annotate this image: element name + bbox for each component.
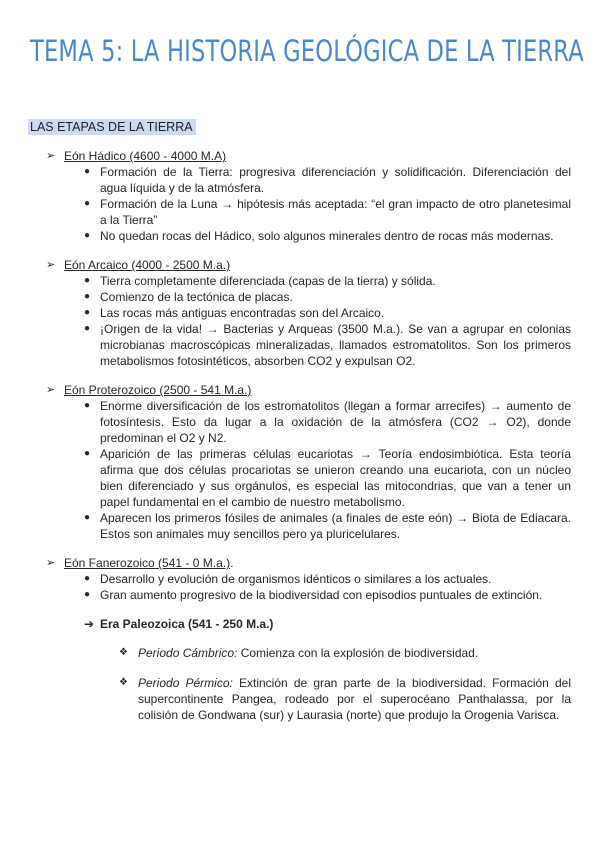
bullet-icon: ●: [84, 307, 91, 318]
bullet-icon: ●: [84, 573, 91, 584]
arrow-bullet-icon: ➢: [46, 384, 56, 396]
era-heading: [0, 616, 600, 632]
bullet-icon: ●: [84, 198, 91, 209]
list-item: ● Comienzo de la tectónica de placas.: [84, 290, 293, 304]
eon-title: Eón Hádico (4600 - 4000 M.A): [64, 149, 227, 163]
bullet-list: [0, 273, 600, 369]
list-item: ● Tierra completamente diferenciada (capas de la tierra) y sólida.: [84, 274, 436, 288]
list-item: ● Formación de la Tierra: progresiva diferenciación y solidificación. Diferenciación del agua líquida y de la atmósfera.: [84, 165, 571, 195]
eon-fanerozoico: [0, 555, 600, 723]
period-text: Comienza con la explosión de biodiversidad.: [237, 646, 479, 660]
list-item: ● No quedan rocas del Hádico, solo algunos minerales dentro de rocas más modernas.: [84, 229, 554, 243]
list-item: ● Las rocas más antiguas encontradas son del Arcaico.: [84, 306, 385, 320]
period-name: Periodo Cámbrico:: [138, 646, 238, 660]
bullet-icon: ●: [84, 291, 91, 302]
list-item: ● Aparición de las primeras células eucariotas → Teoría endosimbiótica. Esta teoría afirma que dos células procariotas se unieron creando una eucariota, con un núcleo bien diferenciado y sus orgánulos, es especial las mitocondrias, que van a tener un papel fundamental en el cambio de nuestro metabolismo.: [84, 447, 571, 509]
period-name: Periodo Pérmico:: [138, 676, 233, 690]
list-item: ● Desarrollo y evolución de organismos idénticos o similares a los actuales.: [84, 572, 492, 586]
document-body: [0, 148, 600, 723]
period-item: [0, 675, 600, 723]
diamond-bullet-icon: ❖: [119, 647, 128, 658]
list-item: ● Formación de la Luna → hipótesis más aceptada: “el gran impacto de otro planetesimal a la Tierra”: [84, 197, 571, 227]
arrow-bullet-icon: ➢: [46, 557, 56, 569]
list-item: ● Gran aumento progresivo de la biodiversidad con episodios puntuales de extinción.: [84, 588, 543, 602]
period-item: [0, 645, 600, 661]
bullet-icon: ●: [84, 323, 91, 334]
bullet-icon: ●: [84, 448, 91, 459]
bullet-icon: ●: [84, 512, 91, 523]
bullet-icon: ●: [84, 166, 91, 177]
period-text: Extinción de gran parte de la biodiversidad. Formación del supercontinente Pangea, rodeado por el superocéano Panthalassa, por la colisión de Gondwana (sur) y Laurasia (norte) que produjo la Orogenia Varisca.: [138, 676, 572, 722]
diamond-bullet-icon: ❖: [119, 677, 128, 688]
eon-heading: [0, 555, 600, 571]
eon-hadico: [0, 148, 600, 244]
bullet-icon: ●: [84, 589, 91, 600]
eon-title-suffix: .: [230, 556, 234, 570]
bullet-icon: ●: [84, 230, 91, 241]
bullet-list: [0, 398, 600, 542]
eon-arcaico: [0, 257, 600, 369]
list-item: ● Aparecen los primeros fósiles de animales (a finales de este eón) → Biota de Ediacara. Estos son animales muy sencillos pero ya pluricelulares.: [84, 511, 571, 541]
eon-title: Eón Proterozoico (2500 - 541 M.a.): [64, 383, 252, 397]
eon-heading: [0, 148, 600, 164]
arrow-icon: ➔: [84, 617, 95, 631]
page-title: TEMA 5: LA HISTORIA GEOLÓGICA DE LA TIERRA: [30, 34, 584, 68]
bullet-icon: ●: [84, 275, 91, 286]
eon-proterozoico: [0, 382, 600, 542]
arrow-bullet-icon: ➢: [46, 150, 56, 162]
list-item: ● ¡Origen de la vida! → Bacterias y Arqueas (3500 M.a.). Se van a agrupar en colonias microbianas macroscópicas mineralizadas, llamados estromatolitos. Son los primeros metabolismos fotosintéticos, absorben CO2 y expulsan O2.: [84, 322, 571, 368]
bullet-icon: ●: [84, 400, 91, 411]
list-item: ● Enorme diversificación de los estromatolitos (llegan a formar arrecifes) → aumento de fotosíntesis. Esto da lugar a la oxidación de la atmósfera (CO2 → O2), donde predominan el O2 y N2.: [84, 399, 571, 445]
eon-heading: [0, 257, 600, 273]
arrow-bullet-icon: ➢: [46, 259, 56, 271]
eon-title: Eón Arcaico (4000 - 2500 M.a.): [64, 258, 231, 272]
bullet-list: [0, 571, 600, 603]
bullet-list: [0, 164, 600, 244]
section-heading: LAS ETAPAS DE LA TIERRA: [28, 119, 196, 135]
eon-title: Eón Fanerozoico (541 - 0 M.a.): [64, 556, 231, 570]
era-title: Era Paleozoica (541 - 250 M.a.): [100, 617, 274, 631]
eon-heading: [0, 382, 600, 398]
